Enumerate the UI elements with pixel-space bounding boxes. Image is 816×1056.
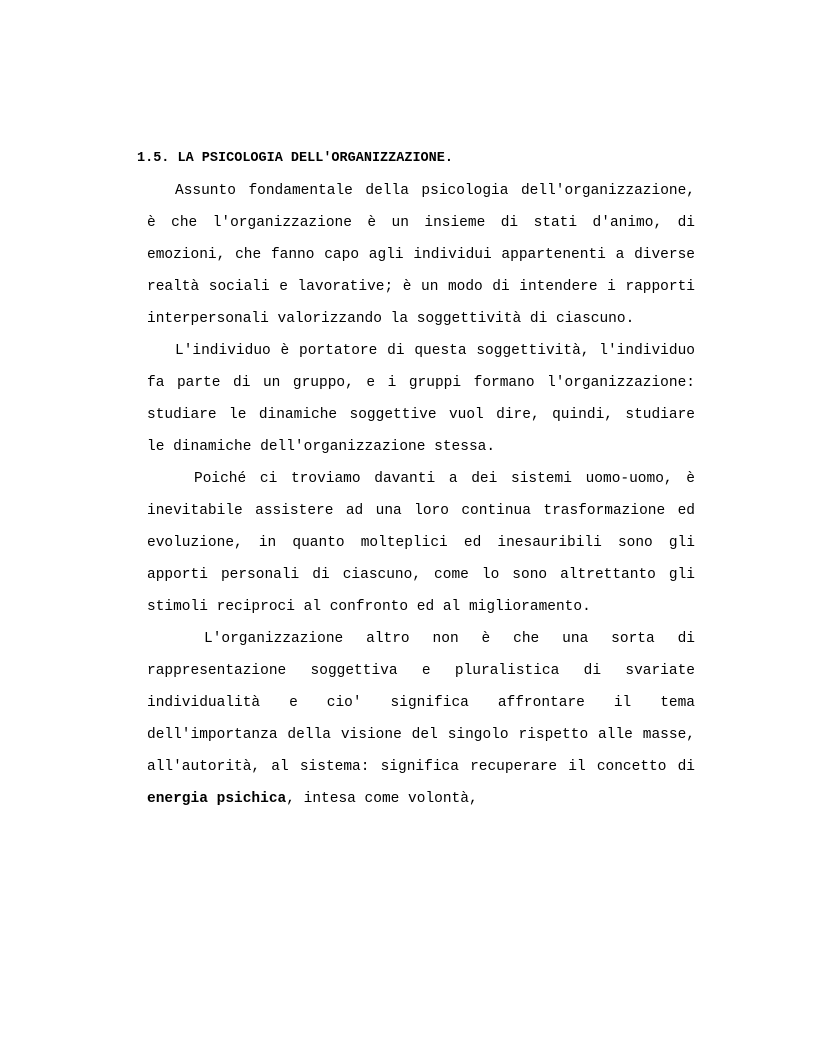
body-text xyxy=(147,175,695,815)
paragraph-1: Assunto fondamentale della psicologia dell'organizzazione, è che l'organizzazione è un insieme di stati d'animo, di emozioni, che fanno capo agli individui appartenenti a diverse realtà sociali e lavorative; è un modo di intendere i rapporti interpersonali valorizzando la soggettività di ciascuno. xyxy=(147,183,695,327)
paragraph-4 xyxy=(147,623,695,815)
paragraph-4-text-end: , intesa come volontà, xyxy=(286,791,478,807)
section-heading: 1.5. LA PSICOLOGIA DELL'ORGANIZZAZIONE. xyxy=(137,151,453,166)
paragraph-4-text-start: L'organizzazione altro non è che una sorta di rappresentazione soggettiva e pluralistica di svariate individualità e cio' significa affrontare il tema dell'importanza della visione del singolo rispetto alle masse, all'autorità, al sistema: significa recuperare il concetto di xyxy=(147,631,695,775)
bold-term: energia psichica xyxy=(147,791,287,807)
paragraph-2: L'individuo è portatore di questa soggettività, l'individuo fa parte di un gruppo, e i gruppi formano l'organizzazione: studiare le dinamiche soggettive vuol dire, quindi, studiare le dinamiche dell'organizzazione stessa. xyxy=(147,343,695,455)
paragraph-3: Poiché ci troviamo davanti a dei sistemi uomo-uomo, è inevitabile assistere ad una loro continua trasformazione ed evoluzione, in quanto molteplici ed inesauribili sono gli apporti personali di ciascuno, come lo sono altrettanto gli stimoli reciproci al confronto ed al miglioramento. xyxy=(147,471,695,615)
